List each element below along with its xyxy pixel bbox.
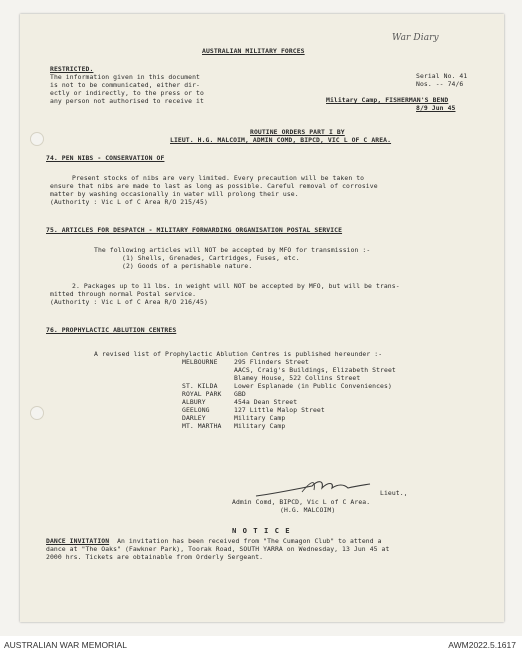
signature-title: Admin Comd, BIPCD, Vic L of C Area. — [232, 498, 371, 506]
centre-place: MELBOURNE — [182, 358, 218, 366]
centre-place: ALBURY — [182, 398, 206, 406]
list-item — [182, 422, 285, 430]
section-74-authority: (Authority : Vic L of C Area R/O 215/45) — [50, 198, 208, 206]
list-item — [182, 374, 360, 382]
section-heading-74: 74. PEN NIBS - CONSERVATION OF — [46, 154, 165, 162]
list-item — [182, 358, 309, 366]
document-page — [20, 14, 504, 622]
order-date: 8/9 Jun 45 — [416, 104, 456, 112]
notice-text: An invitation has been received from "The Cumagon Club" to attend a — [117, 537, 382, 545]
section-75-authority: (Authority : Vic L of C Area R/O 216/45) — [50, 298, 208, 306]
orders-heading: ROUTINE ORDERS PART I BY — [250, 128, 345, 136]
list-item — [182, 406, 325, 414]
list-item — [182, 414, 285, 422]
centre-address: Military Camp — [234, 414, 286, 422]
centre-place: DARLEY — [182, 414, 206, 422]
restricted-label: RESTRICTED. — [50, 65, 94, 73]
centre-address: GBD — [234, 390, 246, 398]
section-75-item: (1) Shells, Grenades, Cartridges, Fuses, etc. — [122, 254, 300, 262]
list-item — [182, 366, 396, 374]
centre-address: AACS, Craig's Buildings, Elizabeth Street — [234, 366, 396, 374]
section-75-intro: The following articles will NOT be accepted by MFO for transmission :- — [94, 246, 371, 254]
centre-place: MT. MARTHA — [182, 422, 222, 430]
handwritten-note: War Diary — [392, 33, 439, 43]
section-heading-75: 75. ARTICLES FOR DESPATCH - MILITARY FORWARDING ORGANISATION POSTAL SERVICE — [46, 226, 343, 234]
centre-place: GEELONG — [182, 406, 210, 414]
notice-text: dance at "The Oaks" (Fawkner Park), Toorak Road, SOUTH YARRA on Wednesday, 13 Jun 45 at — [46, 545, 390, 553]
notice-label: DANCE INVITATION — [46, 537, 110, 545]
centre-address: Lower Esplanade (in Public Conveniences) — [234, 382, 392, 390]
section-74-text: Present stocks of nibs are very limited. Every precaution will be taken to — [72, 174, 365, 182]
centre-address: Blamey House, 522 Collins Street — [234, 374, 361, 382]
restricted-line: any person not authorised to receive it — [50, 97, 204, 105]
signature-rank: Lieut., — [380, 489, 408, 497]
restricted-line: is not to be communicated, either dir- — [50, 81, 201, 89]
section-75-item: (2) Goods of a perishable nature. — [122, 262, 253, 270]
punch-hole — [30, 406, 44, 420]
document-title: AUSTRALIAN MILITARY FORCES — [202, 47, 305, 55]
centre-address: 295 Flinders Street — [234, 358, 310, 366]
centre-place: ROYAL PARK — [182, 390, 222, 398]
centre-address: 454a Dean Street — [234, 398, 298, 406]
punch-hole — [30, 132, 44, 146]
centre-place: ST. KILDA — [182, 382, 218, 390]
serial-number: Serial No. 41 — [416, 72, 468, 80]
restricted-line: The information given in this document — [50, 73, 201, 81]
centre-address: 127 Little Malop Street — [234, 406, 325, 414]
notice-heading: N O T I C E — [232, 526, 291, 535]
section-75-text: mitted through normal Postal service. — [50, 290, 197, 298]
order-numbers: Nos. -- 74/6 — [416, 80, 464, 88]
location: Military Camp, FISHERMAN'S BEND — [326, 96, 449, 104]
list-item — [182, 398, 297, 406]
restricted-line: ectly or indirectly, to the press or to — [50, 89, 204, 97]
section-74-text: matter by washing occasionally in water will prolong their use. — [50, 190, 299, 198]
list-item — [182, 382, 392, 390]
footer-credit: AUSTRALIAN WAR MEMORIAL — [4, 640, 127, 650]
list-item — [182, 390, 246, 398]
section-heading-76: 76. PROPHYLACTIC ABLUTION CENTRES — [46, 326, 177, 334]
notice-text: 2000 hrs. Tickets are obtainable from Orderly Sergeant. — [46, 553, 264, 561]
signature-name: (H.G. MALCOIM) — [280, 506, 336, 514]
section-76-intro: A revised list of Prophylactic Ablution Centres is published hereunder :- — [94, 350, 383, 358]
footer-accession-number: AWM2022.5.1617 — [448, 640, 516, 650]
orders-authority: LIEUT. H.G. MALCOIM, ADMIN COMD, BIPCD, VIC L OF C AREA. — [170, 136, 392, 144]
centre-address: Military Camp — [234, 422, 286, 430]
section-75-text: 2. Packages up to 11 lbs. in weight will NOT be accepted by MFO, but will be trans- — [72, 282, 400, 290]
notice-line — [46, 537, 382, 545]
section-74-text: ensure that nibs are made to last as long as possible. Careful removal of corrosive — [50, 182, 378, 190]
